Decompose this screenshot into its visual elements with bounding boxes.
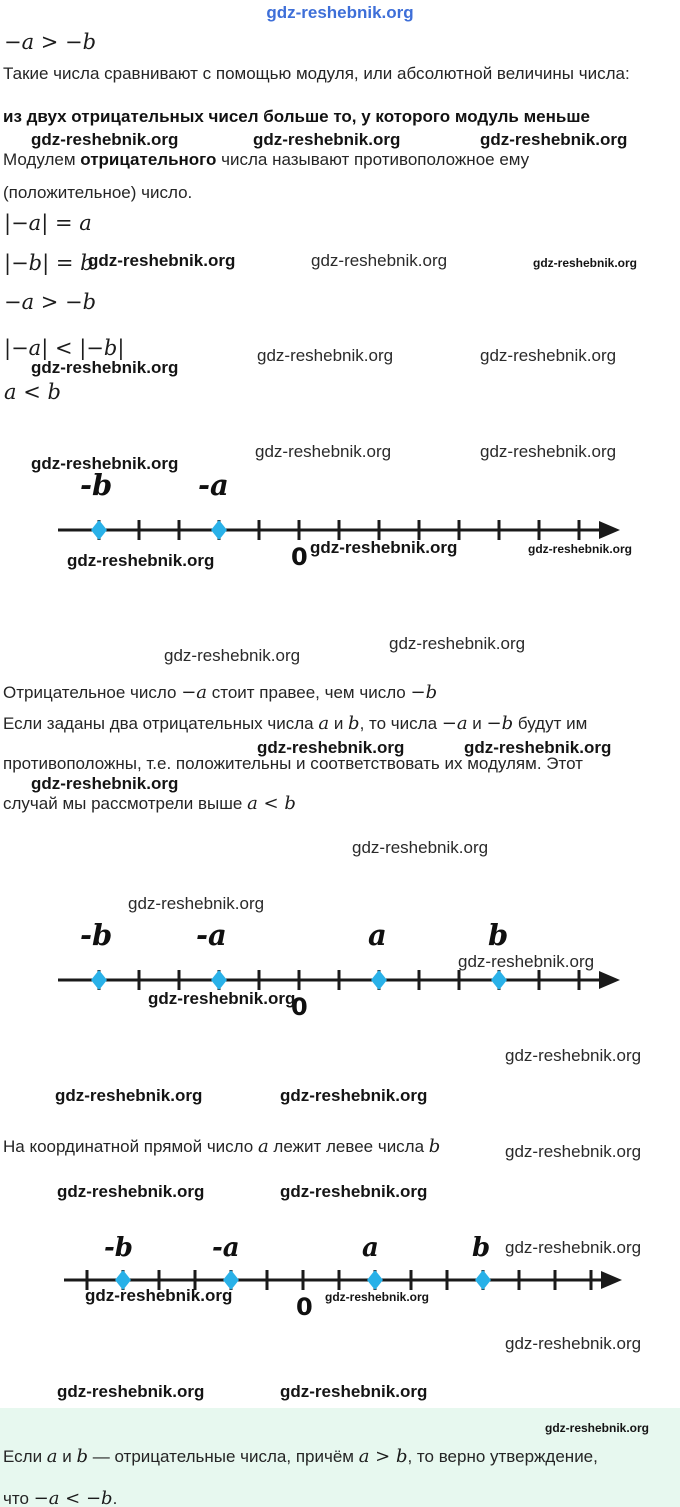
watermark: gdz-reshebnik.org (310, 538, 458, 557)
watermark: gdz-reshebnik.org (505, 1238, 642, 1257)
watermark: gdz-reshebnik.org (57, 1382, 205, 1401)
watermark: gdz-reshebnik.org (148, 989, 296, 1008)
watermark: gdz-reshebnik.org (533, 256, 638, 270)
watermark: gdz-reshebnik.org (31, 774, 179, 793)
watermark: gdz-reshebnik.org (280, 1382, 428, 1401)
paragraph-rule-bold: из двух отрицательных чисел больше то, у которого модуль меньше (3, 107, 590, 126)
numberline1-label-neg-b: -b (80, 468, 113, 502)
arrowhead-icon (601, 1271, 622, 1289)
conclusion-text: Если a и b — отрицательные числа, причём a > b, то верно утверждение, что −a < −b. (3, 1446, 598, 1507)
point-marker-a (367, 1270, 383, 1290)
formula-neg-a-gt-neg-b-2: −a > −b (4, 290, 97, 314)
numberline3-label-neg-a: -a (212, 1233, 240, 1263)
numberline3-label-neg-b: -b (104, 1233, 133, 1263)
watermark: gdz-reshebnik.org (280, 1182, 428, 1201)
numberline2-label-neg-a: -a (196, 918, 227, 952)
paragraph-a-left-of-b: На координатной прямой число a лежит левее числа b (3, 1136, 441, 1157)
watermark: gdz-reshebnik.org (464, 738, 612, 757)
watermark: gdz-reshebnik.org (88, 251, 236, 270)
watermark: gdz-reshebnik.org (528, 542, 633, 556)
numberline3-label-b: b (472, 1233, 491, 1263)
watermark: gdz-reshebnik.org (311, 251, 448, 270)
watermark: gdz-reshebnik.org (164, 646, 301, 665)
numberline1-label-neg-a: -a (198, 468, 229, 502)
watermark: gdz-reshebnik.org (480, 130, 628, 149)
watermark: gdz-reshebnik.org (257, 346, 394, 365)
point-marker-neg-b (91, 520, 107, 540)
watermark: gdz-reshebnik.org (325, 1290, 430, 1304)
formula-abs-neg-a: |−a| = a (4, 211, 92, 235)
watermark: gdz-reshebnik.org (31, 130, 179, 149)
point-marker-neg-a (211, 520, 227, 540)
numberline1-label-zero: 0 (291, 543, 308, 571)
numberline2-label-a: a (368, 918, 387, 952)
point-marker-neg-b (91, 970, 107, 990)
math-neg-a: −a (181, 682, 208, 703)
bold-word: отрицательного (80, 150, 217, 169)
watermark: gdz-reshebnik.org (31, 454, 179, 473)
watermark: gdz-reshebnik.org (480, 346, 617, 365)
formula-a-lt-b: a < b (4, 380, 61, 404)
paragraph-intro: Такие числа сравнивают с помощью модуля, или абсолютной величины числа: (3, 64, 630, 83)
numberline3-label-zero: 0 (296, 1293, 313, 1321)
formula-abs-compare: |−a| < |−b| (4, 336, 125, 360)
formula-abs-neg-b: |−b| = b (4, 251, 94, 275)
point-marker-a (371, 970, 387, 990)
watermark: gdz-reshebnik.org (67, 551, 215, 570)
watermark: gdz-reshebnik.org (545, 1421, 650, 1435)
watermark: gdz-reshebnik.org (480, 442, 617, 461)
watermark: gdz-reshebnik.org (57, 1182, 205, 1201)
numberline2-label-b: b (488, 918, 509, 952)
watermark: gdz-reshebnik.org (505, 1142, 642, 1161)
watermark: gdz-reshebnik.org (389, 634, 526, 653)
math-neg-b: −b (410, 682, 438, 703)
numberline2-label-zero: 0 (291, 993, 308, 1021)
numberline2-label-neg-b: -b (80, 918, 113, 952)
point-marker-b (491, 970, 507, 990)
watermark: gdz-reshebnik.org (55, 1086, 203, 1105)
arrowhead-icon (599, 971, 620, 989)
watermark: gdz-reshebnik.org (85, 1286, 233, 1305)
paragraph-module-definition: Модулем отрицательного числа называют противоположное ему (положительное) число. (3, 150, 530, 202)
watermark: gdz-reshebnik.org (280, 1086, 428, 1105)
point-marker-b (475, 1270, 491, 1290)
paragraph-neg-a-righter: Отрицательное число −a стоит правее, чем число −b (3, 682, 438, 703)
watermark: gdz-reshebnik.org (458, 952, 595, 971)
watermark: gdz-reshebnik.org (257, 738, 405, 757)
watermark: gdz-reshebnik.org (505, 1046, 642, 1065)
watermark: gdz-reshebnik.org (128, 894, 265, 913)
paragraph-two-negatives: Если заданы два отрицательных числа a и b, то числа −a и −b будут им противоположны, т.е. положительны и соответствовать их модулям. Этот случай мы рассмотрели выше a < b (3, 713, 588, 814)
watermark: gdz-reshebnik.org (255, 442, 392, 461)
watermark: gdz-reshebnik.org (31, 358, 179, 377)
numberline3-label-a: a (362, 1233, 379, 1263)
watermark: gdz-reshebnik.org (253, 130, 401, 149)
watermark: gdz-reshebnik.org (352, 838, 489, 857)
point-marker-neg-a (211, 970, 227, 990)
formula-neg-a-gt-neg-b: −a > −b (4, 30, 97, 54)
arrowhead-icon (599, 521, 620, 539)
watermark-link[interactable]: gdz-reshebnik.org (266, 3, 414, 22)
watermark: gdz-reshebnik.org (505, 1334, 642, 1353)
